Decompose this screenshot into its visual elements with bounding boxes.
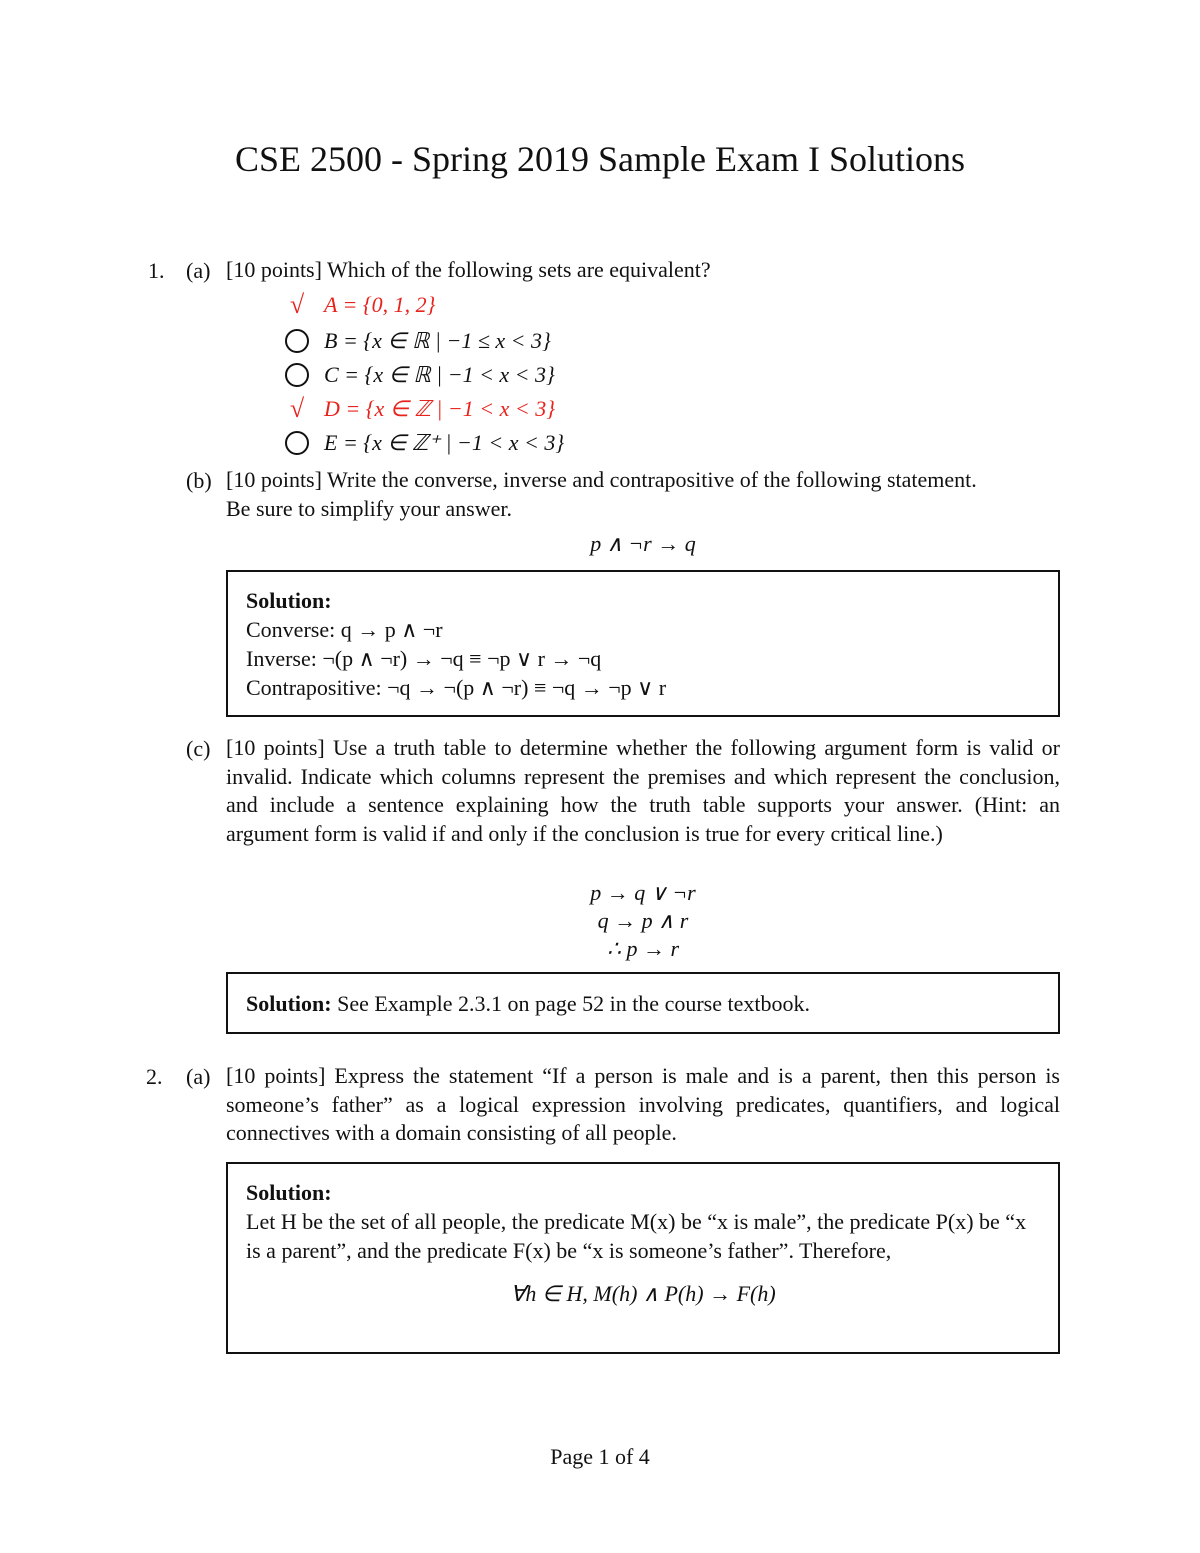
question-1-number: 1.: [148, 258, 165, 283]
empty-circle-icon: [282, 360, 312, 390]
question-1b-prompt-cont: Be sure to simplify your answer.: [226, 496, 512, 521]
question-2-number: 2.: [146, 1064, 163, 1089]
question-1a-prompt: [10 points] Which of the following sets are equivalent?: [226, 257, 711, 282]
statement-formula: p ∧ ¬r → q: [590, 531, 696, 556]
question-1b-label: (b): [186, 468, 212, 493]
question-2a-label: (a): [186, 1064, 211, 1089]
premise-1: p → q ∨ ¬r: [590, 880, 696, 905]
solution-box-1c: [226, 972, 1060, 1034]
question-2a-prompt: [10 points] Express the statement “If a person is male and is a parent, then this person is someone’s father” as a logical expression involving predicates, quantifiers, and logical connectives with a domain consisting of all people.: [226, 1063, 1060, 1145]
converse-line: Converse: q → p ∧ ¬r: [246, 617, 443, 642]
solution-heading: Solution:: [246, 588, 332, 613]
question-1c-label: (c): [186, 736, 211, 761]
option-a-text: A = {0, 1, 2}: [324, 292, 436, 317]
solution-heading: Solution:: [246, 1180, 332, 1205]
checkmark-icon: √: [289, 394, 305, 423]
inverse-line: Inverse: ¬(p ∧ ¬r) → ¬q ≡ ¬p ∨ r → ¬q: [246, 646, 602, 671]
conclusion: ∴ p → r: [606, 936, 680, 961]
premise-2: q → p ∧ r: [597, 908, 689, 933]
option-b-text: B = {x ∈ ℝ | −1 ≤ x < 3}: [324, 328, 551, 353]
solution-box-2a: [226, 1162, 1060, 1354]
option-b[interactable]: [282, 326, 551, 356]
page-footer: Page 1 of 4: [550, 1444, 650, 1469]
question-1c-prompt: [10 points] Use a truth table to determine whether the following argument form is valid or invalid. Indicate which columns represent the premises and which represent the conclusion, and include a sentence explaining how the truth table supports your answer. (Hint: an argument form is valid if and only if the conclusion is true for every critical line.): [226, 735, 1060, 846]
option-d-text: D = {x ∈ ℤ | −1 < x < 3}: [324, 396, 555, 421]
option-c[interactable]: [282, 360, 555, 390]
checkmark-icon: √: [289, 290, 305, 319]
solution-box-1b: [226, 570, 1060, 717]
option-a[interactable]: [282, 290, 435, 320]
question-1b-prompt: [10 points] Write the converse, inverse and contrapositive of the following statement.: [226, 467, 977, 492]
option-c-text: C = {x ∈ ℝ | −1 < x < 3}: [324, 362, 555, 387]
solution-text: See Example 2.3.1 on page 52 in the course textbook.: [337, 991, 810, 1016]
empty-circle-icon: [282, 428, 312, 458]
solution-formula: ∀h ∈ H, M(h) ∧ P(h) → F(h): [510, 1281, 776, 1306]
solution-heading: Solution:: [246, 991, 332, 1016]
empty-circle-icon: [282, 326, 312, 356]
option-e[interactable]: [282, 428, 564, 458]
question-1a-label: (a): [186, 258, 211, 283]
solution-text: Let H be the set of all people, the predicate M(x) be “x is male”, the predicate P(x) be “x is a parent”, and the predicate F(x) be “x is someone’s father”. Therefore,: [246, 1209, 1027, 1263]
page-title: CSE 2500 - Spring 2019 Sample Exam I Solutions: [234, 139, 965, 179]
option-e-text: E = {x ∈ ℤ⁺ | −1 < x < 3}: [324, 430, 565, 455]
option-d[interactable]: [282, 394, 555, 424]
contrapositive-line: Contrapositive: ¬q → ¬(p ∧ ¬r) ≡ ¬q → ¬p ∨ r: [246, 675, 667, 700]
